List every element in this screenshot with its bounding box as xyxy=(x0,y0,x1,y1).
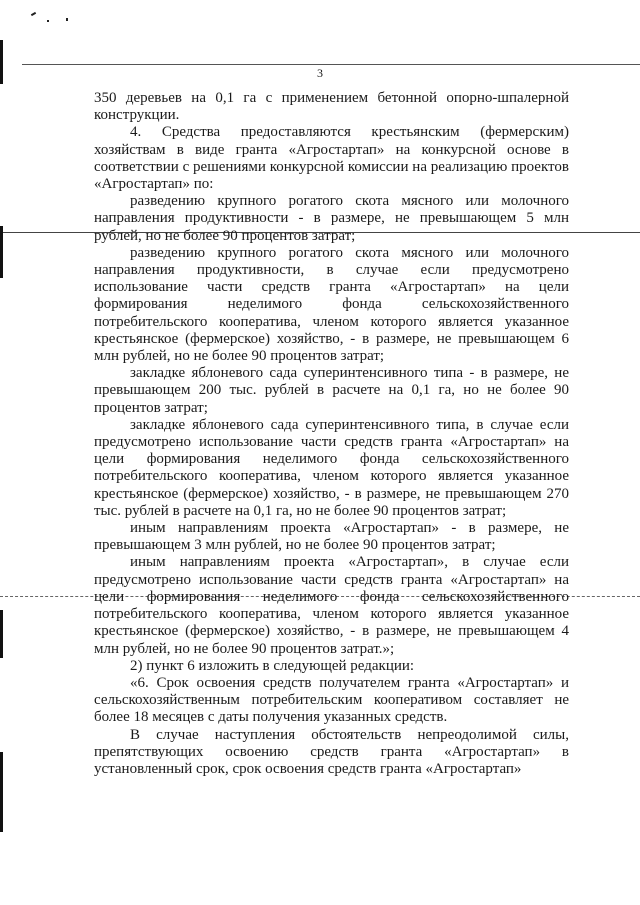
paragraph: 2) пункт 6 изложить в следующей редакции: xyxy=(130,657,415,674)
scan-margin-bar xyxy=(0,610,3,658)
scan-margin-bar xyxy=(0,226,3,278)
paragraph: 4. Средства предоставляются крестьянским (фермерским) хозяйствам в виде гранта «Агростартап» на конкурсной основе в соответствии с решениями конкурсной комиссии на реализацию проектов «Агростартап» по: xyxy=(94,124,569,193)
scan-line-top xyxy=(22,64,640,65)
scan-speck xyxy=(47,20,49,22)
paragraph: «6. Срок освоения средств получателем гранта «Агростартап» и сельскохозяйственным потребительским кооперативом составляет не более 18 месяцев с даты получения указанных средств. xyxy=(94,674,569,726)
paragraph: 350 деревьев на 0,1 га с применением бетонной опорно-шпалерной конструкции. xyxy=(94,90,569,124)
paragraph: В случае наступления обстоятельств непреодолимой силы, препятствующих освоению средств гранта «Агростартап» в установленный срок, срок освоения средств гранта «Агростартап» xyxy=(94,726,569,777)
scan-speck xyxy=(31,12,36,16)
paragraph: закладке яблоневого сада суперинтенсивного типа, в случае если предусмотрено использование части средств гранта «Агростартап» на цели формирования неделимого фонда сельскохозяйственного потребительского кооператива, членом которого является указанное крестьянское (фермерское) хозяйство, - в размере, не превышающем 270 тыс. рублей в расчете на 0,1 га, но не более 90 процентов затрат; xyxy=(94,416,569,519)
page-number: 3 xyxy=(317,66,323,80)
document-body xyxy=(94,90,569,778)
paragraph: иным направлениям проекта «Агростартап», в случае если предусмотрено использование части средств гранта «Агростартап» на цели формирования неделимого фонда сельскохозяйственного потребительского кооператива, членом которого является указанное крестьянское (фермерское) хозяйство, - в размере, не превышающем 4 млн рублей, но не более 90 процентов затрат.»; xyxy=(94,554,569,657)
paragraph: иным направлениям проекта «Агростартап» - в размере, не превышающем 3 млн рублей, но не более 90 процентов затрат; xyxy=(94,520,569,554)
scan-margin-bar xyxy=(0,752,3,832)
paragraph: разведению крупного рогатого скота мясного или молочного направления продуктивности, в случае если предусмотрено использование части средств гранта «Агростартап» на цели формирования неделимого фонда сельскохозяйственного потребительского кооператива, членом которого является указанное крестьянское (фермерское) хозяйство, - в размере, не превышающем 6 млн рублей, но не более 90 процентов затрат; xyxy=(94,244,569,365)
scan-speck xyxy=(66,18,68,21)
paragraph: разведению крупного рогатого скота мясного или молочного направления продуктивности - в размере, не превышающем 5 млн рублей, но не более 90 процентов затрат; xyxy=(94,193,569,244)
paragraph: закладке яблоневого сада суперинтенсивного типа - в размере, не превышающем 200 тыс. рублей в расчете на 0,1 га, но не более 90 процентов затрат; xyxy=(94,365,569,416)
